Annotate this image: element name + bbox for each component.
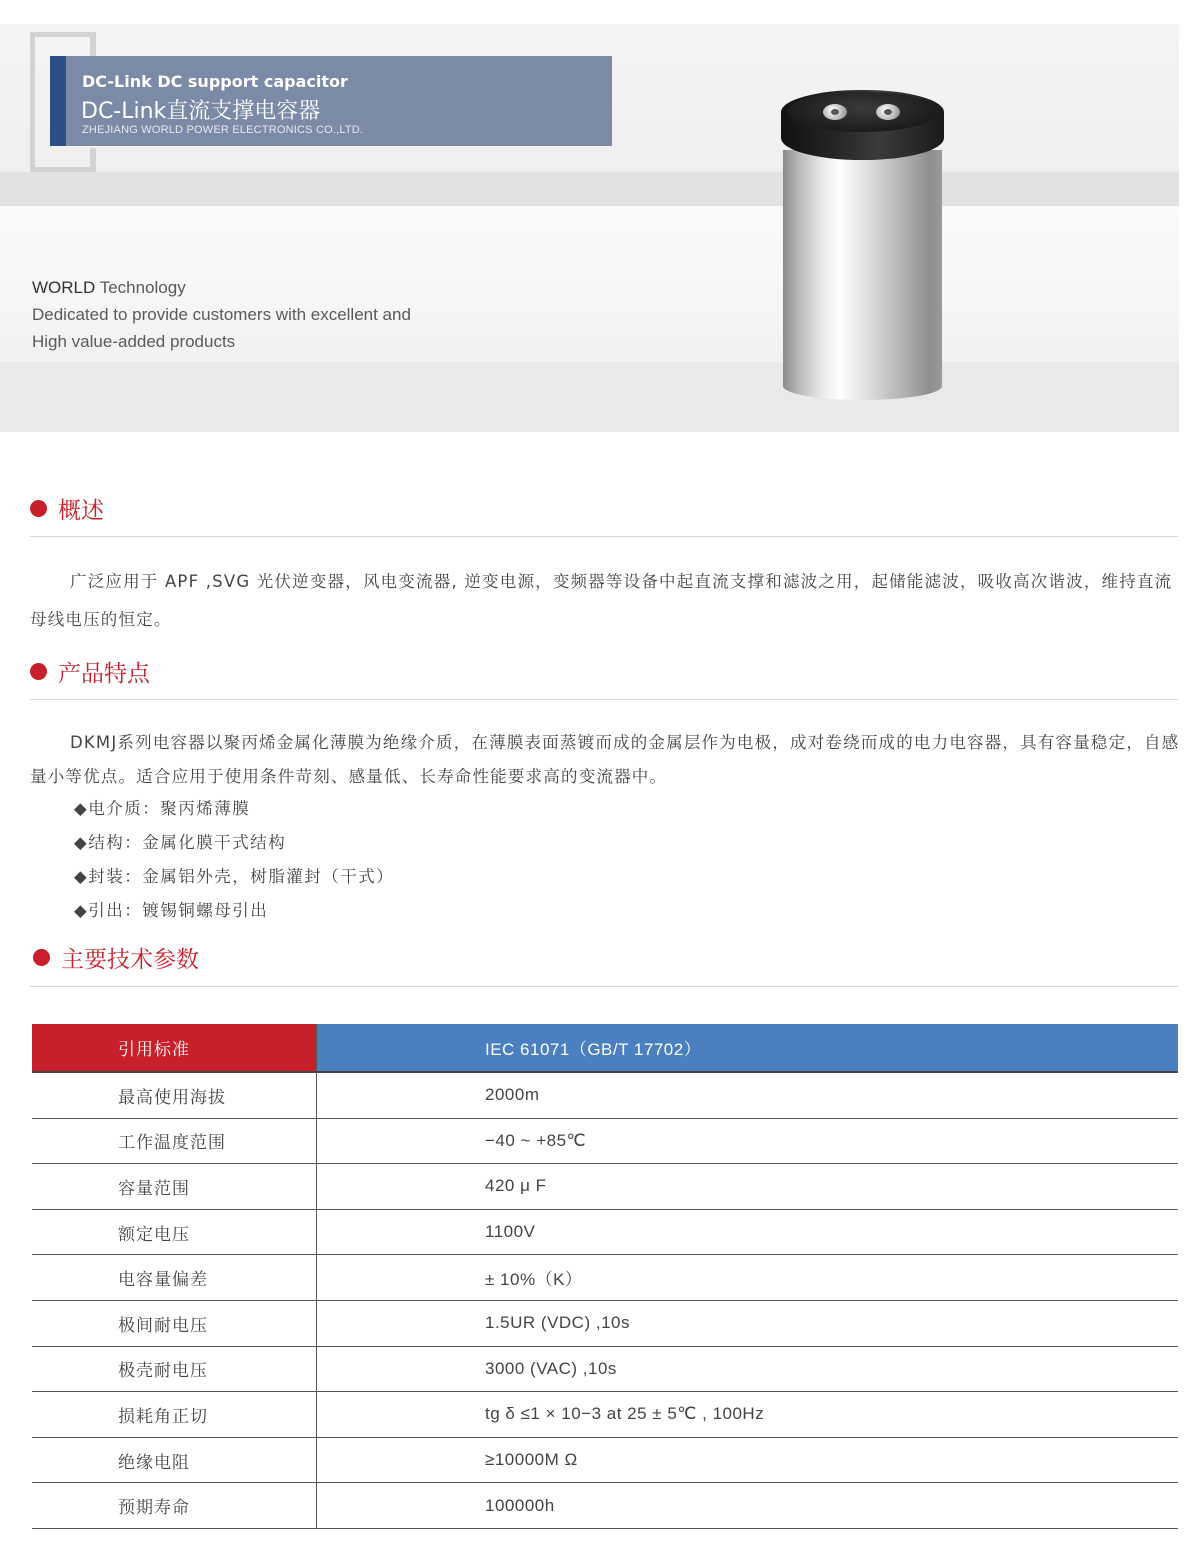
section-title: 产品特点 [58,661,150,687]
product-title-cn: DC-Link直流支撑电容器 [81,99,321,124]
spec-value: 420 μ F [485,1176,547,1196]
banner-band [0,362,1179,432]
spec-value: −40 ~ +85℃ [485,1130,587,1150]
spec-label: 预期寿命 [32,1483,317,1528]
table-header-value: IEC 61071（GB/T 17702） [317,1024,1178,1071]
table-row [32,1301,1178,1347]
spec-label: 工作温度范围 [32,1119,317,1164]
capacitor-cap [781,90,944,160]
bullet-dot-icon [30,663,47,680]
bullet-dot-icon [30,500,47,517]
slogan-brand: WORLD [32,278,96,297]
company-name: ZHEJIANG WORLD POWER ELECTRONICS CO.,LTD. [82,124,364,136]
section-title: 概述 [58,498,104,524]
terminal-icon [876,104,900,120]
spec-label: 容量范围 [32,1164,317,1209]
feature-bullet: ◆结构：金属化膜干式结构 [74,833,287,852]
features-text: DKMJ系列电容器以聚丙烯金属化薄膜为绝缘介质，在薄膜表面蒸镀而成的金属层作为电极，成对卷绕而成的电力电容器，具有容量稳定，自感量小等优点。适合应用于使用条件苛刻、感量低、长寿命性能要求高的变流器中。 [30,733,1180,786]
spec-value: 2000m [485,1085,540,1105]
overview-text: 广泛应用于 APF ,SVG 光伏逆变器，风电变流器, 逆变电源，变频器等设备中起直流支撑和滤波之用，起储能滤波，吸收高次谐波，维持直流母线电压的恒定。 [30,572,1173,629]
slogan-line-2: Dedicated to provide customers with excellent and [32,305,411,324]
bracket-decoration [90,32,96,56]
section-features-heading [30,655,150,688]
spec-label: 极间耐电压 [32,1301,317,1346]
slogan-line-1 [32,278,186,298]
feature-bullet: ◆封装：金属铝外壳，树脂灌封（干式） [74,867,395,886]
spec-label: 额定电压 [32,1210,317,1255]
table-row [32,1073,1178,1119]
bullet-dot-icon [33,949,50,966]
spec-label: 绝缘电阻 [32,1438,317,1483]
spec-value: tg δ ≤1 × 10−3 at 25 ± 5℃ , 100Hz [485,1404,765,1424]
table-row [32,1119,1178,1165]
section-title: 主要技术参数 [61,947,199,973]
feature-bullet: ◆电介质：聚丙烯薄膜 [74,799,251,818]
table-body [32,1073,1178,1529]
spec-value: 100000h [485,1495,555,1515]
section-divider [30,986,1178,987]
spec-label: 极壳耐电压 [32,1347,317,1392]
section-overview-heading [30,492,104,525]
spec-value: 1.5UR (VDC) ,10s [485,1313,630,1333]
spec-label: 电容量偏差 [32,1255,317,1300]
section-specs-heading [33,941,199,974]
spec-value: 3000 (VAC) ,10s [485,1358,617,1378]
spec-value: 1100V [485,1222,536,1242]
table-header-row [32,1024,1178,1073]
table-row [32,1392,1178,1438]
product-title-en: DC-Link DC support capacitor [82,72,348,91]
section-divider [30,699,1178,700]
spec-value: ≥10000M Ω [485,1450,578,1470]
product-banner [0,24,1179,432]
table-row [32,1255,1178,1301]
capacitor-can [783,150,942,400]
banner-band [0,172,1179,206]
spec-table [32,1024,1178,1529]
spec-label: 最高使用海拔 [32,1073,317,1118]
table-header-label: 引用标准 [32,1024,317,1071]
bracket-decoration [90,148,96,172]
terminal-icon [823,104,847,120]
table-row [32,1210,1178,1256]
spec-label: 损耗角正切 [32,1392,317,1437]
slogan-line-1-rest: Technology [95,278,186,297]
table-row [32,1164,1178,1210]
feature-bullet: ◆引出：镀锡铜螺母引出 [74,901,269,920]
slogan-line-3: High value-added products [32,332,236,351]
table-row [32,1347,1178,1393]
table-row [32,1483,1178,1529]
section-divider [30,536,1178,537]
spec-value: ± 10%（K） [485,1270,583,1290]
capacitor-image [781,90,944,410]
table-row [32,1438,1178,1484]
